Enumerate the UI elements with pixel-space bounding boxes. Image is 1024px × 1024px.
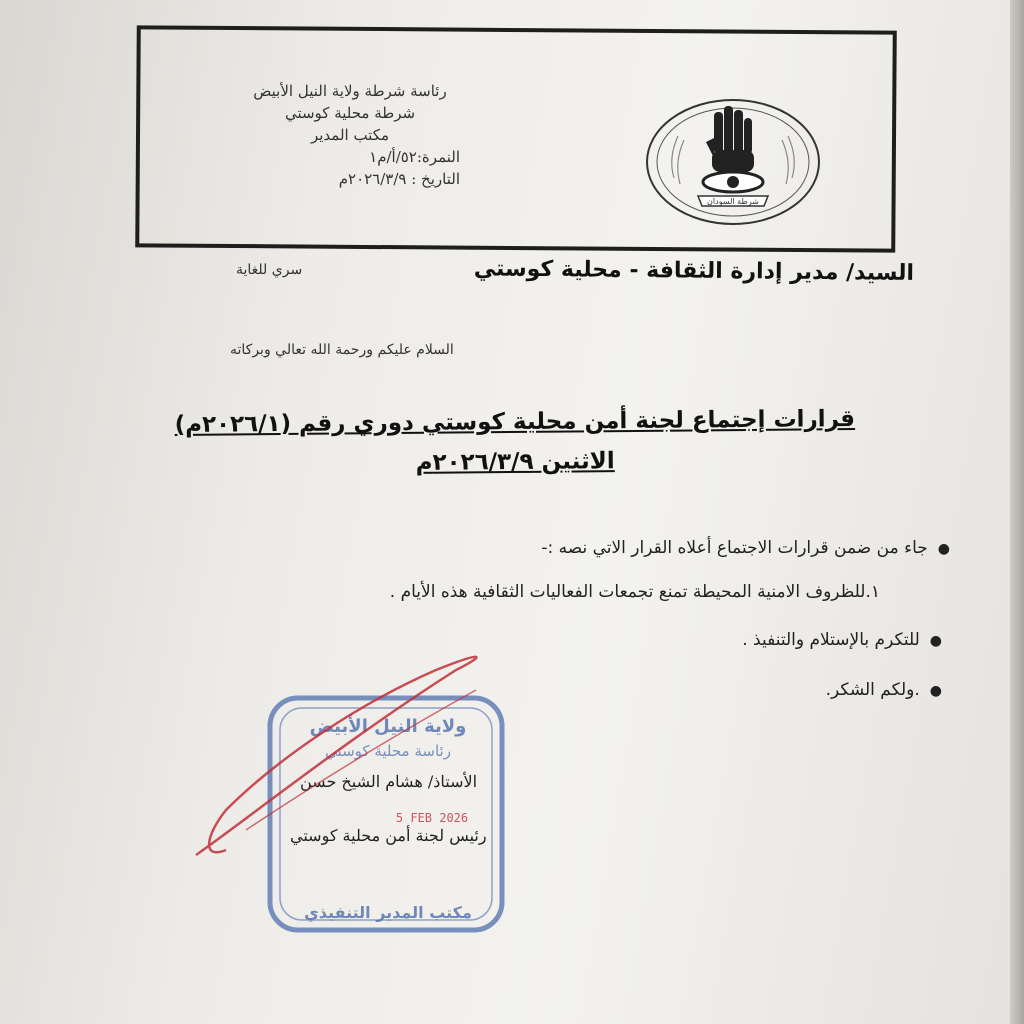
emblem-label: شرطة السودان	[707, 197, 759, 206]
authority-line: رئاسة شرطة ولاية النيل الأبيض	[253, 82, 447, 100]
title-line-1: قرارات إجتماع لجنة أمن محلية كوستي دوري رقم (٢٠٢٦/١م)	[174, 406, 856, 438]
bullet-icon: ●	[929, 683, 942, 699]
department-line: شرطة محلية كوستي	[284, 104, 416, 122]
addressee-line: السيد/ مدير إدارة الثقافة - محلية كوستي	[473, 256, 915, 286]
title-line-2: الاثنين ٢٠٢٦/٣/٩م	[415, 448, 615, 476]
letter-date: التاريخ : ٢٠٢٦/٣/٩م	[338, 170, 460, 188]
police-emblem-icon	[644, 98, 822, 226]
stamp-second-text: رئاسة محلية كوستي	[325, 742, 451, 760]
letterhead-text	[200, 80, 500, 190]
stamp-top-text: ولاية النيل الأبيض	[309, 716, 467, 737]
body-request: ●للتكرم بالإستلام والتنفيذ .	[742, 630, 942, 650]
stamp-date: 5 FEB 2026	[395, 811, 469, 825]
signatory-name: الأستاذ/ هشام الشيخ حسن	[300, 772, 478, 791]
greeting-line: السلام عليكم ورحمة الله تعالي وبركاته	[230, 342, 454, 358]
handwritten-signature	[186, 650, 496, 870]
body-decision: ١.للظروف الامنية المحيطة تمنع تجمعات الفعاليات الثقافية هذه الأيام .	[389, 582, 880, 602]
bullet-icon: ●	[937, 541, 950, 557]
signatory-title: رئيس لجنة أمن محلية كوستي	[290, 826, 487, 845]
stamp-bottom-text: مكتب المدير التنفيذي	[304, 903, 472, 922]
document-title	[170, 399, 861, 485]
classification-label: سري للغاية	[236, 262, 303, 278]
body-thanks: ●.ولكم الشكر.	[825, 680, 942, 700]
body-intro: ●جاء من ضمن قرارات الاجتماع أعلاه القرار الاتي نصه :-	[541, 538, 950, 558]
page-edge-shadow	[1010, 0, 1024, 1024]
reference-number: النمرة:٥٢/أ/م١	[369, 148, 460, 166]
bullet-icon: ●	[929, 633, 942, 649]
office-line: مكتب المدير	[310, 126, 390, 144]
